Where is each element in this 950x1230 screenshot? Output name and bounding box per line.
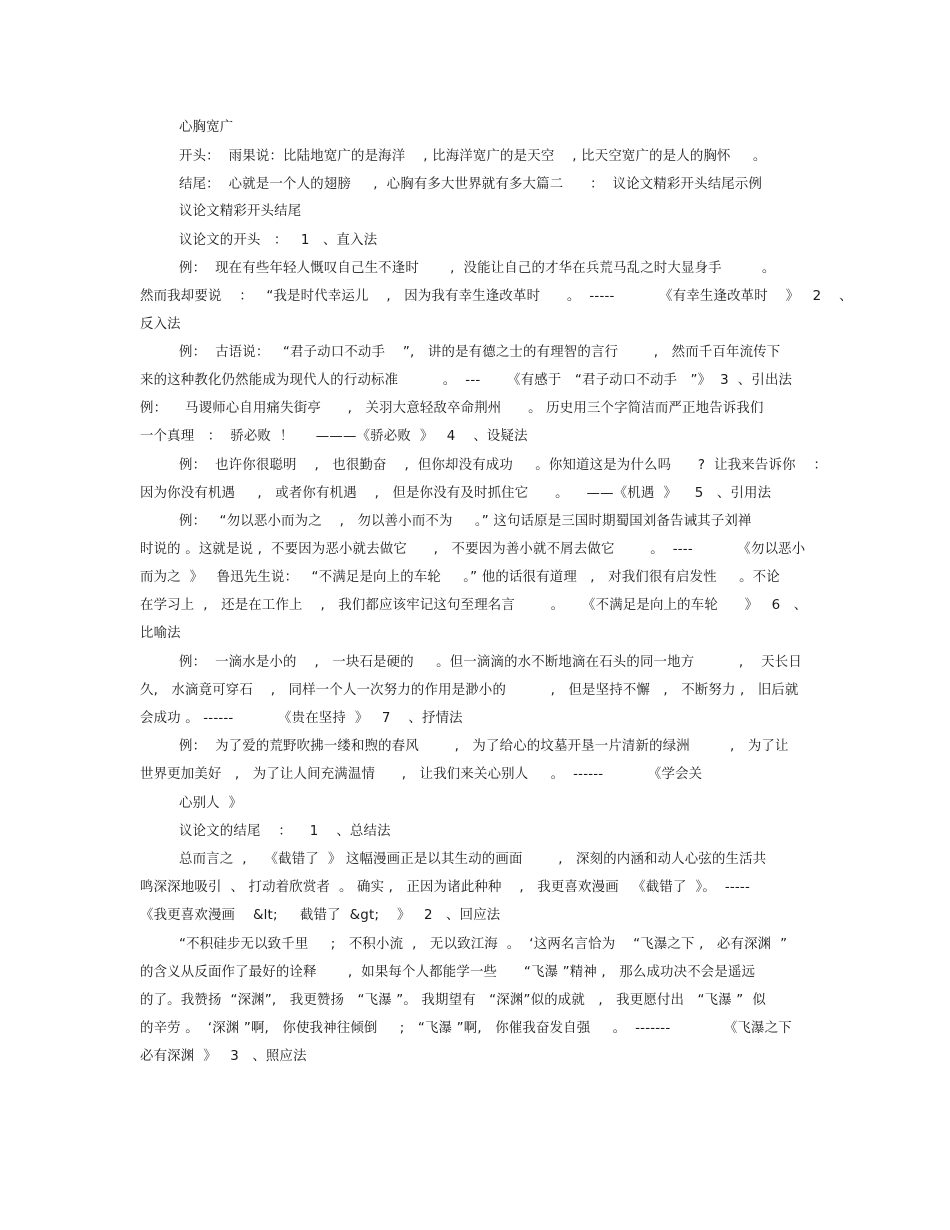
text-line: 例： 也许你很聪明 , 也很勤奋 , 但你却没有成功 。你知道这是为什么吗 ? 让我来告诉你 ： bbox=[179, 458, 828, 473]
text-line: 因为你没有机遇 , 或者你有机遇 , 但是你没有及时抓住它 。 ——《机遇 》 5 、引用法 bbox=[140, 486, 772, 501]
text-line: 例： 马谡师心自用痛失街亭 , 关羽大意轻敌卒命荆州 。 历史用三个字简洁而严正地告诉我们 bbox=[140, 401, 764, 416]
text-line: 例： 现在有些年轻人慨叹自己生不逢时 , 没能让自己的才华在兵荒马乱之时大显身手 。 bbox=[179, 261, 776, 276]
text-line: 世界更加美好 , 为了让人间充满温情 , 让我们来关心别人 。 ------ 《学会关 bbox=[140, 767, 703, 782]
text-line: 例： 古语说： “君子动口不动手 ”, 讲的是有德之士的有理智的言行 , 然而千百年流传下 bbox=[179, 345, 781, 360]
text-line: 议论文的结尾 ： 1 、总结法 bbox=[179, 824, 391, 839]
text-line: 然而我却要说 ： “我是时代幸运儿 , 因为我有幸生逢改革时 。 ----- 《有幸生逢改革时 》 2 、 bbox=[140, 289, 853, 304]
text-line: 例： 一滴水是小的 , 一块石是硬的 。但一滴滴的水不断地滴在石头的同一地方 , 天长日 bbox=[179, 655, 802, 670]
text-line: 开头： 雨果说：比陆地宽广的是海洋 , 比海洋宽广的是天空 , 比天空宽广的是人的胸怀 。 bbox=[179, 149, 767, 164]
text-line: 议论文的开头 ： 1 、直入法 bbox=[179, 233, 378, 248]
text-line: “不积硅步无以致千里 ; 不积小流 , 无以致江海 。 ‘这两名言恰为 “飞瀑之下 , 必有深渊 ” bbox=[179, 937, 788, 952]
text-line: 结尾： 心就是一个人的翅膀 , 心胸有多大世界就有多大篇二 ： 议论文精彩开头结尾示例 bbox=[179, 177, 763, 192]
text-line: 的含义从反面作了最好的诠释 , 如果每个人都能学一些 “飞瀑 ”精神 , 那么成功决不会是遥远 bbox=[140, 965, 756, 980]
text-line: 而为之 》 鲁迅先生说： “不满足是向上的车轮 。” 他的话很有道理 , 对我们很有启发性 。不论 bbox=[140, 570, 780, 585]
text-line: 来的这种教化仍然能成为现代人的行动标准 。 --- 《有感于 “君子动口不动手 ”》 3 、引出法 bbox=[140, 373, 793, 388]
text-line: 的辛劳 。 ‘深渊 ”啊, 你使我神往倾倒 ; “飞瀑 ”啊, 你催我奋发自强 。 ------- 《飞瀑之下 bbox=[140, 1021, 792, 1036]
text-line: 例： “勿以恶小而为之 , 勿以善小而不为 。” 这句话原是三国时期蜀国刘备告诫其子刘禅 bbox=[179, 514, 752, 529]
text-line: 时说的 。这就是说 , 不要因为恶小就去做它 , 不要因为善小就不屑去做它 。 ---- 《勿以恶小 bbox=[140, 542, 806, 557]
text-line: 心别人 》 bbox=[179, 796, 243, 811]
text-line: 《我更喜欢漫画 &lt; 截错了 &gt; 》 2 、回应法 bbox=[140, 908, 501, 923]
text-line: 例： 为了爱的荒野吹拂一缕和煦的春风 , 为了给心的坟墓开垦一片清新的绿洲 , 为了让 bbox=[179, 739, 789, 754]
text-line: 比喻法 bbox=[140, 626, 181, 641]
text-line: 的了。我赞扬 “深渊”, 我更赞扬 “飞瀑 ”。 我期望有 “深渊”似的成就 , 我更愿付出 “飞瀑 ” 似 bbox=[140, 993, 766, 1008]
text-line: 久, 水滴竟可穿石 , 同样一个人一次努力的作用是渺小的 , 但是坚持不懈 , 不断努力 , 旧后就 bbox=[140, 683, 799, 698]
heading-line: 议论文精彩开头结尾 bbox=[179, 204, 302, 219]
text-line: 会成功 。 ------ 《贵在坚持 》 7 、抒情法 bbox=[140, 711, 463, 726]
text-line: 总而言之 , 《截错了 》 这幅漫画正是以其生动的画面 , 深刻的内涵和动人心弦的生活共 bbox=[179, 852, 767, 867]
text-line: 鸣深深地吸引 、 打动着欣赏者 。 确实 , 正因为诸此种种 , 我更喜欢漫画 《截错了 》。 ----- bbox=[140, 880, 750, 895]
text-line: 在学习上 , 还是在工作上 , 我们都应该牢记这句至理名言 。 《不满足是向上的车轮 》 6 、 bbox=[140, 598, 808, 613]
text-line: 必有深渊 》 3 、照应法 bbox=[140, 1049, 307, 1064]
text-line: 一个真理 ： 骄必败 ！ ———《骄必败 》 4 、设疑法 bbox=[140, 429, 528, 444]
text-line: 反入法 bbox=[140, 317, 181, 332]
heading-line: 心胸宽广 bbox=[179, 120, 234, 135]
